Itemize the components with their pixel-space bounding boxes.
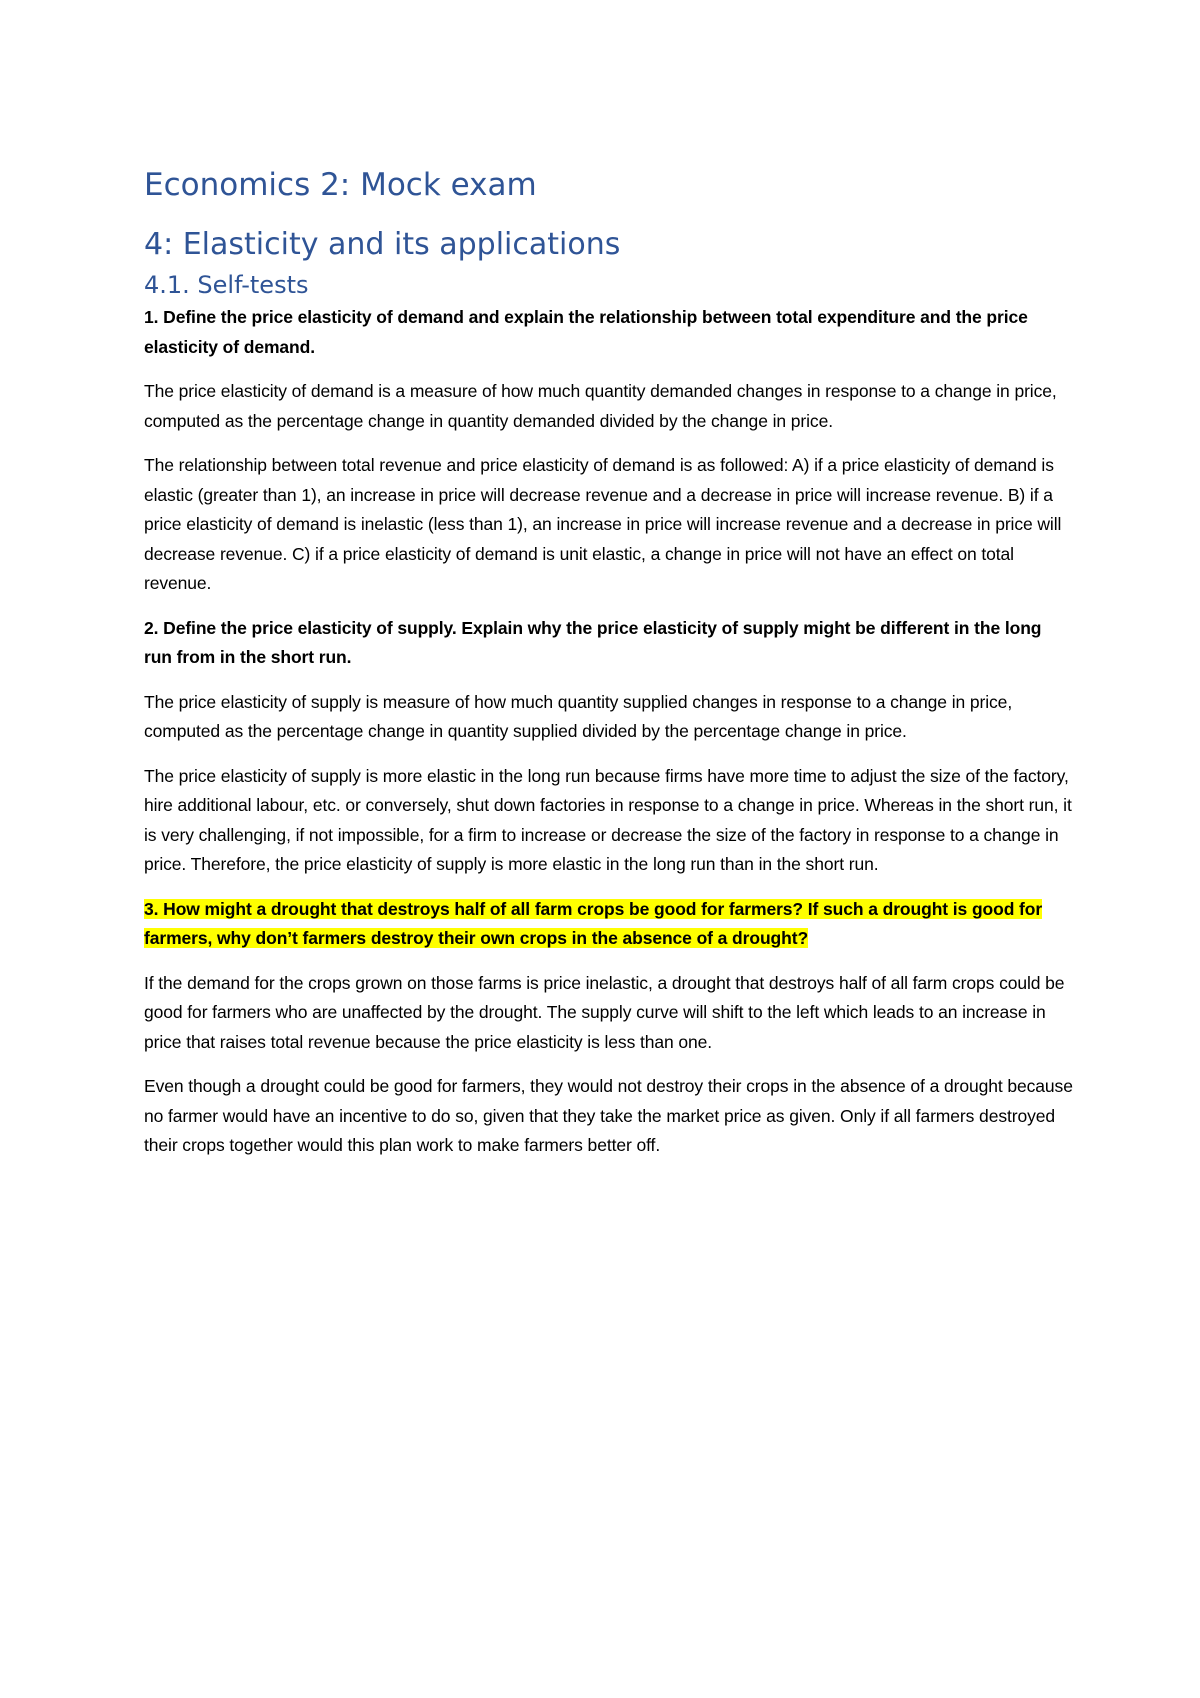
answer-2-paragraph-1: The price elasticity of supply is measure of how much quantity supplied changes in response to a change in price, computed as the percentage change in quantity supplied divided by the percentage change in price. xyxy=(144,691,1013,741)
question-3-highlighted-text: 3. How might a drought that destroys half of all farm crops be good for farmers? If such a drought is good for farmers, why don’t farmers destroy their own crops in the absence of a drought? xyxy=(144,898,1043,948)
chapter-heading: 4: Elasticity and its applications xyxy=(144,227,621,262)
answer-3-paragraph-2: Even though a drought could be good for farmers, they would not destroy their crops in the absence of a drought because no farmer would have an incentive to do so, given that they take the market price as given. Only if all farmers destroyed their crops together would this plan work to make farmers better off. xyxy=(144,1076,1073,1155)
section-heading: 4.1. Self-tests xyxy=(144,271,309,299)
question-1: 1. Define the price elasticity of demand and explain the relationship between total expenditure and the price elasticity of demand. xyxy=(144,307,1028,357)
answer-1-paragraph-2: The relationship between total revenue and price elasticity of demand is as followed: A) if a price elasticity of demand is elastic (greater than 1), an increase in price will decrease revenue and a decrease in price will increase revenue. B) if a price elasticity of demand is inelastic (less than 1), an increase in price will increase revenue and a decrease in price will decrease revenue. C) if a price elasticity of demand is unit elastic, a change in price will not have an effect on total revenue. xyxy=(144,455,1062,593)
question-2: 2. Define the price elasticity of supply. Explain why the price elasticity of supply might be different in the long run from in the short run. xyxy=(144,617,1042,667)
answer-3-paragraph-1: If the demand for the crops grown on those farms is price inelastic, a drought that destroys half of all farm crops could be good for farmers who are unaffected by the drought. The supply curve will shift to the left which leads to an increase in price that raises total revenue because the price elasticity is less than one. xyxy=(144,972,1065,1052)
answer-1-paragraph-1: The price elasticity of demand is a measure of how much quantity demanded changes in response to a change in price, computed as the percentage change in quantity demanded divided by the change in price. xyxy=(144,381,1057,431)
answer-2-paragraph-2: The price elasticity of supply is more elastic in the long run because firms have more time to adjust the size of the factory, hire additional labour, etc. or conversely, shut down factories in response to a change in price. Whereas in the short run, it is very challenging, if not impossible, for a firm to increase or decrease the size of the factory in response to a change in price. Therefore, the price elasticity of supply is more elastic in the long run than in the short run. xyxy=(144,765,1072,874)
document-title: Economics 2: Mock exam xyxy=(144,167,537,203)
question-3 xyxy=(144,895,1074,954)
document-body xyxy=(144,165,1074,1176)
